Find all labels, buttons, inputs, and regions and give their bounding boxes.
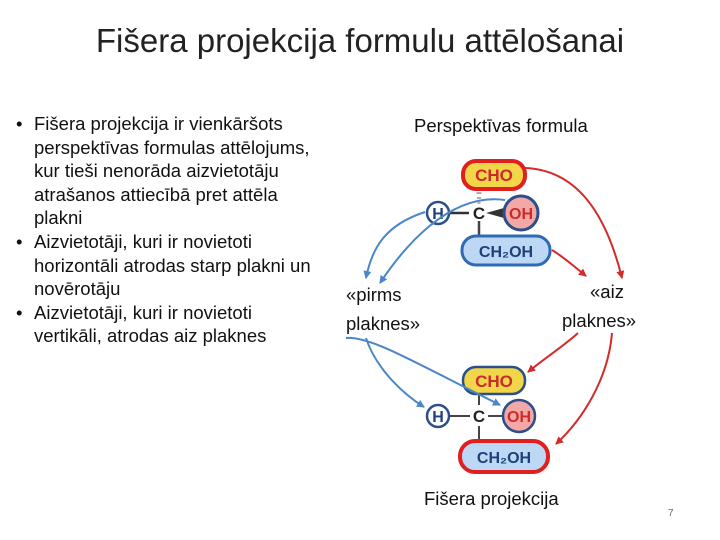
bullet-item: • Fišera projekcija ir vienkāršots perspektīvas formulas attēlojums, kur tieši nenorāda aizvietotāju atrašanos attiecībā pret attēla plakni	[14, 112, 314, 230]
wedge-bond-c-oh	[486, 208, 504, 218]
behind-plane-label-line1: «aiz	[590, 281, 624, 302]
carbon-text: C	[472, 204, 486, 223]
ch2oh-text: CH₂OH	[478, 244, 534, 261]
front-of-plane-label-line1: «pirms	[346, 284, 402, 305]
perspective-formula-label: Perspektīvas formula	[414, 115, 588, 136]
bullet-item: • Aizvietotāji, kuri ir novietoti horizontāli atrodas starp plakni un novērotāju	[14, 230, 314, 301]
front-of-plane-label-line2: plaknes»	[346, 313, 421, 334]
hydrogen-text: H	[432, 206, 444, 223]
oh-text: OH	[507, 409, 531, 426]
arrow-front-label-to-h	[366, 338, 424, 407]
oh-text: OH	[509, 206, 533, 223]
arrow-behind-label-to-ch2oh	[556, 333, 612, 444]
hydrogen-text: H	[432, 409, 444, 426]
arrow-ch2oh-to-behind-label	[552, 250, 586, 276]
perspective-formula	[427, 161, 550, 265]
carbon-text: C	[472, 407, 486, 426]
behind-plane-label-line2: plaknes»	[562, 310, 637, 331]
ch2oh-text: CH₂OH	[476, 450, 532, 467]
cho-text: CHO	[475, 372, 513, 391]
cho-text: CHO	[475, 166, 513, 185]
arrow-behind-label-to-cho	[528, 333, 578, 372]
arrow-h-to-front-label	[366, 212, 425, 278]
page-number: 7	[668, 508, 674, 519]
bullet-item: • Aizvietotāji, kuri ir novietoti vertikāli, atrodas aiz plaknes	[14, 301, 314, 348]
fischer-projection	[427, 367, 548, 472]
fischer-projection-label: Fišera projekcija	[424, 488, 559, 509]
slide-title: Fišera projekcija formulu attēlošanai	[95, 22, 625, 59]
